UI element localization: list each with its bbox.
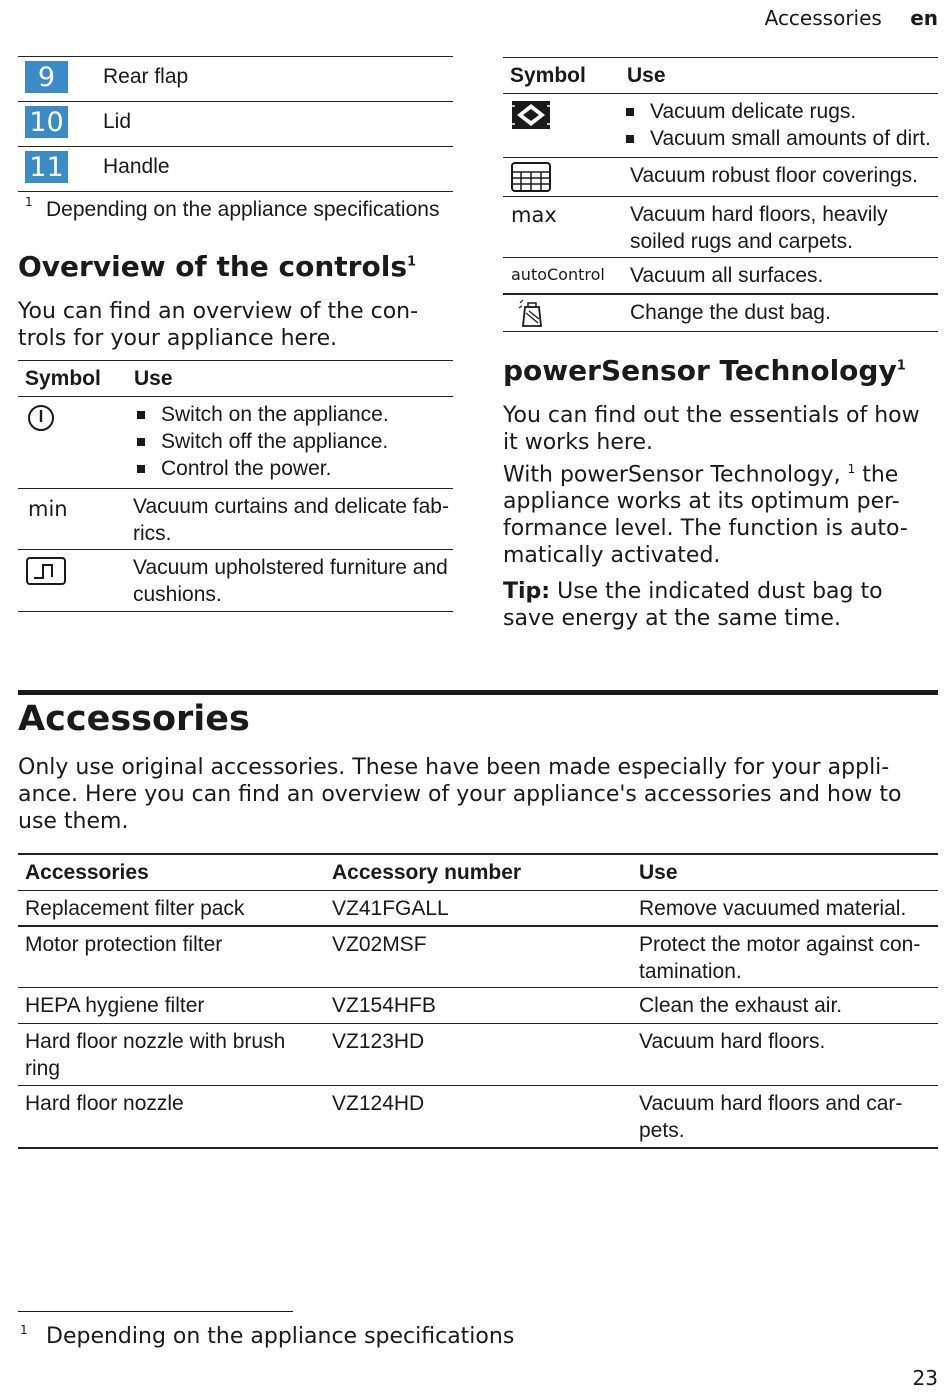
powersensor-p2-text: the appliance works at its optimum per-formance level. The function is auto-matically activated. xyxy=(503,462,908,569)
header-section-title: Accessories xyxy=(764,6,882,30)
list-item: Vacuum delicate rugs. xyxy=(622,98,938,125)
col-use-header: Use xyxy=(639,861,678,884)
tip-label: Tip: xyxy=(503,579,551,605)
list-item: Switch on the appliance. xyxy=(133,401,453,428)
legend-number-badge: 11 xyxy=(25,151,68,183)
col-symbol-header: Symbol xyxy=(510,64,586,87)
powersensor-body xyxy=(503,402,933,632)
max-symbol: max xyxy=(511,203,557,227)
powersensor-paragraph-2 xyxy=(503,456,933,569)
accessory-number: VZ123HD xyxy=(332,1030,425,1053)
dust-bag-icon xyxy=(517,299,547,329)
list-item: Control the power. xyxy=(133,455,453,482)
col-symbol-header: Symbol xyxy=(25,367,101,390)
accessories-table-header xyxy=(18,854,938,891)
robust-floor-icon xyxy=(511,162,551,192)
accessories-intro: Only use original accessories. These have been made especially for your appli-ance. Here you can find an overview of your appliance's accessories and how to use them. xyxy=(18,755,902,834)
symbols-use-text: Vacuum all surfaces. xyxy=(630,264,824,287)
controls-table-header xyxy=(18,361,453,397)
powersensor-heading-text: powerSensor Technology xyxy=(503,354,897,387)
symbols-row xyxy=(503,258,938,294)
legend-footnote: Depending on the appliance specifications xyxy=(46,198,440,221)
accessory-use: Protect the motor against con-tamination. xyxy=(639,932,921,983)
list-item: Vacuum small amounts of dirt. xyxy=(622,125,938,152)
controls-heading xyxy=(18,250,416,283)
legend-footnote-mark: 1 xyxy=(25,195,33,209)
accessory-number: VZ41FGALL xyxy=(332,897,449,920)
col-use-header: Use xyxy=(627,64,666,87)
table-row xyxy=(18,1024,938,1086)
accessory-number: VZ154HFB xyxy=(332,994,436,1017)
section-divider xyxy=(18,690,938,695)
controls-use-text: Vacuum curtains and delicate fab-rics. xyxy=(133,495,449,545)
controls-row xyxy=(18,397,453,489)
delicate-rugs-icon xyxy=(511,100,551,130)
power-switch-icon xyxy=(26,403,56,433)
legend-row xyxy=(18,102,453,147)
accessory-use: Vacuum hard floors. xyxy=(639,1030,826,1053)
controls-row xyxy=(18,550,453,612)
accessory-name: Motor protection filter xyxy=(25,932,223,956)
controls-heading-footnote-ref: 1 xyxy=(407,254,417,270)
table-row xyxy=(18,1086,938,1148)
legend-number-badge: 9 xyxy=(25,61,68,93)
controls-table xyxy=(18,360,453,612)
rugs-uses-list xyxy=(622,98,938,152)
footnote-separator xyxy=(18,1311,293,1312)
legend-label: Handle xyxy=(103,155,170,178)
accessory-use: Vacuum hard floors and car-pets. xyxy=(639,1092,903,1142)
powersensor-heading-footnote-ref: 1 xyxy=(896,358,906,374)
table-row xyxy=(18,988,938,1024)
powersensor-footnote-ref: 1 xyxy=(847,462,856,476)
running-header xyxy=(765,6,938,30)
min-symbol: min xyxy=(28,497,68,521)
accessory-name: Hard floor nozzle with brush ring xyxy=(25,1030,286,1080)
symbols-use-text: Vacuum hard floors, heavily soiled rugs and carpets. xyxy=(630,203,888,253)
accessory-name: HEPA hygiene filter xyxy=(25,994,205,1017)
controls-heading-text: Overview of the controls xyxy=(18,250,407,283)
symbols-table xyxy=(503,57,938,332)
symbols-row xyxy=(503,94,938,158)
powersensor-heading xyxy=(503,354,906,387)
col-use-header: Use xyxy=(134,367,173,390)
col-accessories-header: Accessories xyxy=(25,861,149,884)
legend-row xyxy=(18,57,453,102)
powersensor-p2-text: With powerSensor Technology, xyxy=(503,462,848,488)
legend-row xyxy=(18,147,453,192)
legend-label: Lid xyxy=(103,110,132,133)
col-accessory-number-header: Accessory number xyxy=(332,861,522,884)
accessory-use: Remove vacuumed material. xyxy=(639,897,907,920)
symbols-use-text: Change the dust bag. xyxy=(630,300,831,324)
accessories-heading: Accessories xyxy=(18,699,250,739)
list-item: Switch off the appliance. xyxy=(133,428,453,455)
table-row xyxy=(18,891,938,926)
upholstery-icon xyxy=(26,557,66,585)
table-row xyxy=(18,926,938,988)
symbols-row xyxy=(503,197,938,258)
power-uses-list xyxy=(133,401,453,482)
controls-row xyxy=(18,489,453,550)
autocontrol-symbol: autoControl xyxy=(511,265,605,284)
footer-footnote: Depending on the appliance specifications xyxy=(46,1324,515,1349)
controls-intro: You can find an overview of the con-trols for your appliance here. xyxy=(18,299,419,351)
legend-label: Rear flap xyxy=(103,65,189,88)
parts-legend-table xyxy=(18,56,453,192)
footer-footnote-mark: 1 xyxy=(20,1323,28,1337)
accessories-table xyxy=(18,853,938,1149)
tip-text: Use the indicated dust bag to save energy at the same time. xyxy=(503,579,883,632)
header-language-code: en xyxy=(910,6,938,30)
symbols-table-header xyxy=(503,58,938,94)
symbols-use-text: Vacuum robust floor coverings. xyxy=(630,164,918,187)
accessory-name: Replacement filter pack xyxy=(25,897,245,920)
controls-use-text: Vacuum upholstered furniture and cushions. xyxy=(133,556,448,606)
accessory-name: Hard floor nozzle xyxy=(25,1092,184,1115)
powersensor-paragraph-1: You can find out the essentials of how it works here. xyxy=(503,403,920,455)
accessory-number: VZ124HD xyxy=(332,1092,425,1115)
powersensor-tip xyxy=(503,578,933,632)
page-number: 23 xyxy=(912,1366,938,1390)
symbols-row xyxy=(503,158,938,197)
accessory-use: Clean the exhaust air. xyxy=(639,994,843,1017)
symbols-row xyxy=(503,294,938,332)
accessory-number: VZ02MSF xyxy=(332,932,427,956)
legend-number-badge: 10 xyxy=(25,106,68,138)
